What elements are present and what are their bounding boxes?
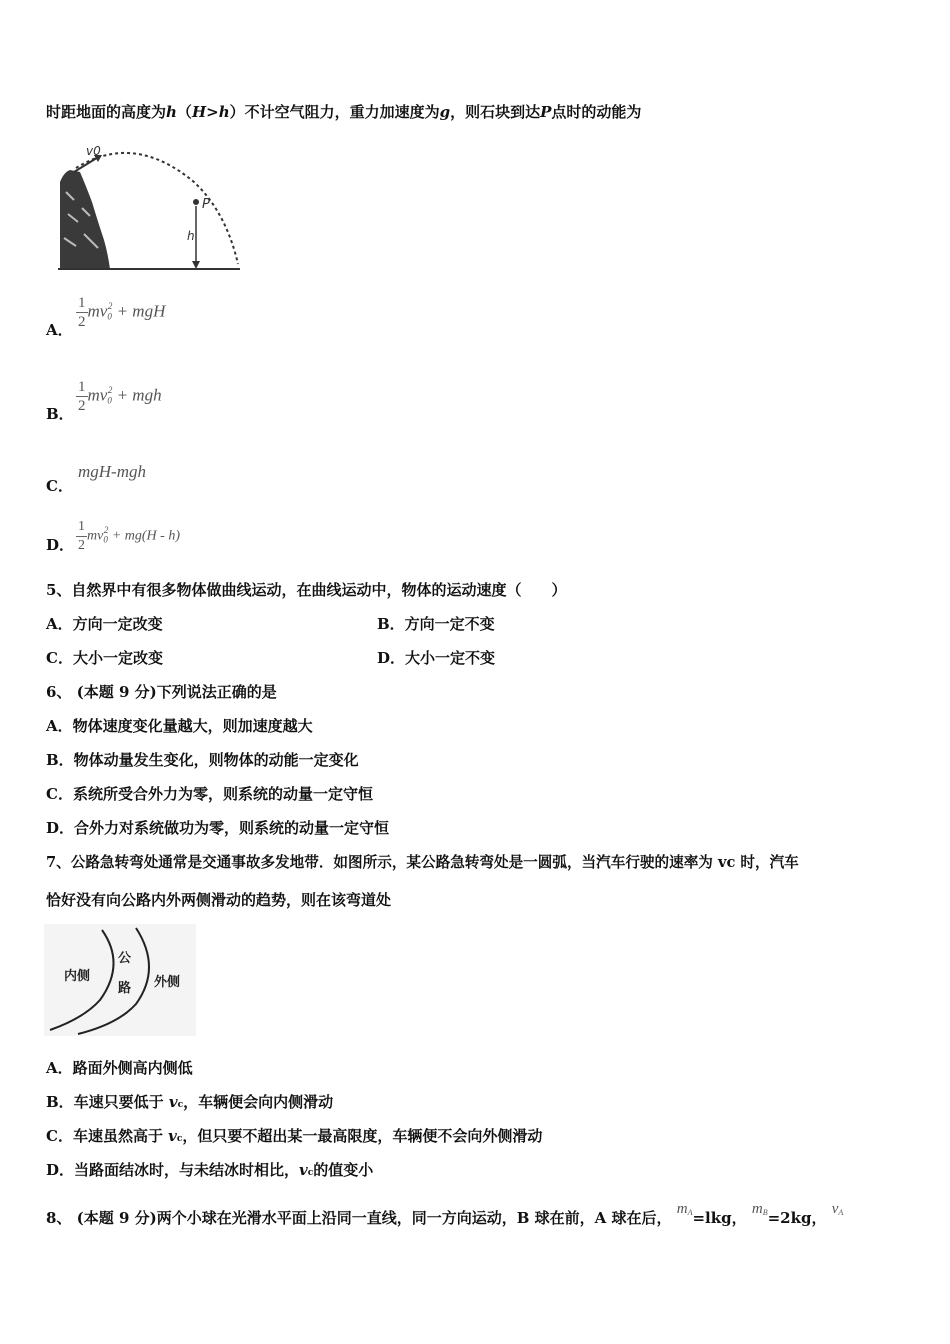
sup: 2	[107, 301, 113, 312]
fraction	[76, 294, 88, 331]
label-outer-side: 外侧	[154, 975, 181, 990]
q4-option-a-expr	[76, 294, 165, 331]
text: C．车速虽然高于	[46, 1127, 169, 1145]
q6-option-b: B．物体动量发生变化，则物体的动能一定变化	[46, 751, 359, 769]
sub-c: c	[307, 1168, 314, 1178]
text: D．当路面结冰时，与未结冰时相比，	[46, 1161, 300, 1179]
sub: 0	[107, 395, 112, 406]
text: B．车速只要低于	[46, 1093, 169, 1111]
q4-option-a-label: A．	[46, 321, 73, 339]
q8-vA-sub: A	[838, 1208, 844, 1217]
q4-option-b-label: B．	[46, 405, 74, 423]
var-v: v	[168, 1093, 178, 1111]
fraction	[76, 518, 87, 555]
q4-var-h: h	[218, 103, 230, 121]
label-v0: v0	[86, 144, 101, 158]
mv: mv	[87, 528, 104, 544]
q4-option-b-expr	[76, 378, 162, 415]
q8-mA-sub: A	[687, 1208, 693, 1217]
q4-text: （	[176, 103, 192, 121]
q8-stem	[46, 1201, 844, 1231]
q7-road-figure	[44, 924, 196, 1036]
q4-stem	[46, 102, 641, 122]
height-arrow	[192, 261, 200, 269]
q4-var-H: H	[191, 103, 207, 121]
q7-option-b	[46, 1092, 333, 1115]
q4-text: 点时的动能为	[551, 103, 642, 121]
q8-text: 8、 (本题 9 分)两个小球在光滑水平面上沿同一直线，同一方向运动，B 球在前，A 球在后，	[46, 1209, 672, 1227]
mv: mv	[87, 385, 108, 405]
q6-option-d: D．合外力对系统做功为零，则系统的动量一定守恒	[46, 819, 390, 837]
q4-text: ，则石块到达	[450, 103, 541, 121]
q4-cliff-figure	[54, 142, 250, 276]
q8-mA: m	[676, 1201, 688, 1217]
q4-var-g: g	[439, 103, 451, 121]
q7-option-c	[46, 1126, 542, 1149]
q8-mB: m	[751, 1201, 763, 1217]
frac-den: 2	[78, 398, 86, 414]
q5-option-d: D．大小一定不变	[377, 649, 496, 667]
q5-option-c: C．大小一定改变	[46, 649, 163, 667]
expr-rest: + mgh	[116, 385, 162, 405]
sub-c: c	[176, 1134, 183, 1144]
q4-option-d-label: D．	[46, 536, 75, 554]
q8-mB-sub: B	[762, 1208, 768, 1217]
q4-text: >	[206, 103, 219, 121]
q4-text: ）不计空气阻力，重力加速度为	[229, 103, 440, 121]
q8-vA: v	[831, 1201, 839, 1217]
var-v: v	[299, 1161, 308, 1179]
q8-mB-value: =2kg，	[767, 1209, 827, 1227]
expr-rest: + mgH	[116, 301, 166, 321]
q5-option-a: A．方向一定改变	[46, 615, 163, 633]
sup: 2	[107, 385, 113, 396]
frac-num: 1	[76, 518, 87, 537]
q7-option-d	[46, 1160, 373, 1183]
fraction	[76, 378, 88, 415]
q7-stem-line1: 7、公路急转弯处通常是交通事故多发地带．如图所示，某公路急转弯处是一圆弧，当汽车行驶的速率为 vc 时，汽车	[46, 854, 799, 871]
expr-rest: + mg(H - h)	[111, 528, 180, 544]
q4-option-c-expr: mgH-mgh	[78, 462, 146, 481]
sub-c: c	[177, 1100, 184, 1110]
label-road-1: 公	[118, 951, 132, 966]
q4-text: 时距地面的高度为	[46, 103, 167, 121]
label-h: h	[187, 229, 195, 243]
q5-stem: 5、自然界中有很多物体做曲线运动，在曲线运动中，物体的运动速度（ ）	[46, 581, 567, 599]
frac-den: 2	[78, 314, 86, 330]
frac-num: 1	[78, 379, 86, 395]
point-P	[193, 199, 199, 205]
var-v: v	[168, 1127, 177, 1145]
q6-option-a: A．物体速度变化量越大，则加速度越大	[46, 717, 313, 735]
label-inner-side: 内侧	[64, 969, 91, 984]
q4-var-h: h	[166, 103, 177, 121]
text: ，车辆便会向内侧滑动	[183, 1093, 334, 1111]
label-road-2: 路	[118, 981, 132, 996]
frac-den: 2	[78, 538, 85, 553]
q4-option-d-expr	[76, 518, 180, 555]
text: ，但只要不超出某一最高限度，车辆便不会向外侧滑动	[182, 1127, 543, 1145]
q7-option-a: A．路面外侧高内侧低	[46, 1059, 193, 1077]
sub: 0	[103, 534, 108, 545]
sub: 0	[107, 311, 112, 322]
q4-var-P: P	[540, 103, 552, 121]
sup: 2	[103, 524, 109, 535]
text: 的值变小	[313, 1161, 374, 1179]
cliff-shape	[60, 170, 110, 269]
q6-stem: 6、 (本题 9 分)下列说法正确的是	[46, 683, 277, 701]
mv: mv	[87, 301, 108, 321]
label-P: P	[202, 197, 210, 212]
q6-option-c: C．系统所受合外力为零，则系统的动量一定守恒	[46, 785, 373, 803]
frac-num: 1	[78, 295, 86, 311]
q5-option-b: B．方向一定不变	[377, 615, 495, 633]
q4-option-c-label: C．	[46, 477, 73, 495]
q8-mA-value: =lkg，	[692, 1209, 747, 1227]
q7-stem-line2: 恰好没有向公路内外两侧滑动的趋势，则在该弯道处	[46, 891, 392, 909]
